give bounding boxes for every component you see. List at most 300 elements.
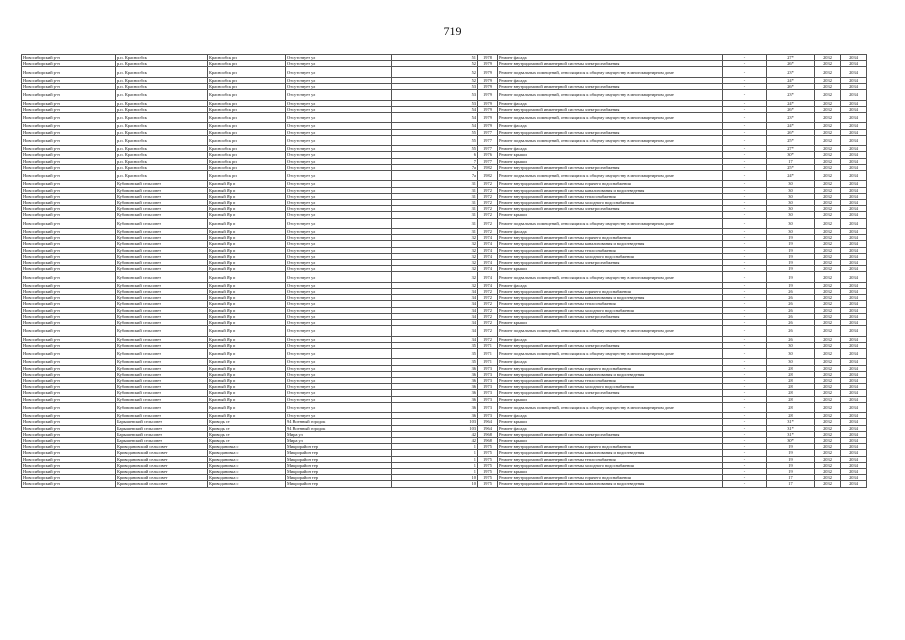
cell-work-type: Ремонт крыши bbox=[498, 419, 723, 425]
cell-dash-column: - bbox=[723, 378, 767, 384]
cell-year-built: 1972 bbox=[478, 229, 498, 235]
cell-district: Новосибирский р-н bbox=[22, 413, 116, 419]
cell-year-from: 2032 bbox=[815, 171, 841, 181]
cell-dash-column: - bbox=[723, 475, 767, 481]
cell-settlement: Кубовинский сельсовет bbox=[116, 187, 208, 193]
cell-work-type: Ремонт подвальных помещений, относящихся к общему имуществу в многоквартирном доме bbox=[498, 171, 723, 181]
cell-locality: Красный Яр п bbox=[208, 272, 286, 282]
cell-work-type: Ремонт крыши bbox=[498, 438, 723, 444]
cell-value: 26* bbox=[767, 129, 815, 135]
cell-dash-column: - bbox=[723, 193, 767, 199]
cell-work-type: Ремонт внутридомовой инженерной системы электроснабжения bbox=[498, 129, 723, 135]
cell-dash-column: - bbox=[723, 301, 767, 307]
cell-street: Отсутствует ул bbox=[286, 365, 392, 371]
cell-year-to: 2034 bbox=[841, 450, 867, 456]
cell-work-type: Ремонт подвальных помещений, относящихся к общему имуществу в многоквартирном доме bbox=[498, 135, 723, 145]
cell-locality: Красный Яр п bbox=[208, 342, 286, 348]
cell-year-built: 1971 bbox=[478, 342, 498, 348]
cell-year-to: 2034 bbox=[841, 241, 867, 247]
cell-year-from: 2032 bbox=[815, 438, 841, 444]
cell-street: Отсутствует ул bbox=[286, 55, 392, 61]
cell-settlement: Кубовинский сельсовет bbox=[116, 349, 208, 359]
cell-dash-column: - bbox=[723, 235, 767, 241]
cell-year-to: 2034 bbox=[841, 181, 867, 187]
cell-dash-column: - bbox=[723, 289, 767, 295]
cell-year-to: 2034 bbox=[841, 378, 867, 384]
cell-value: 24* bbox=[767, 123, 815, 129]
cell-year-to: 2034 bbox=[841, 253, 867, 259]
table-row bbox=[22, 67, 867, 77]
cell-settlement: Кубовинский сельсовет bbox=[116, 326, 208, 336]
cell-district: Новосибирский р-н bbox=[22, 469, 116, 475]
cell-year-from: 2032 bbox=[815, 135, 841, 145]
cell-street: Отсутствует ул bbox=[286, 100, 392, 106]
cell-value: 30 bbox=[767, 218, 815, 228]
cell-house-number: 32 bbox=[392, 253, 478, 259]
cell-work-type: Ремонт внутридомовой инженерной системы канализования и водоотведения bbox=[498, 187, 723, 193]
cell-value: 23* bbox=[767, 67, 815, 77]
cell-district: Новосибирский р-н bbox=[22, 181, 116, 187]
cell-dash-column: - bbox=[723, 444, 767, 450]
cell-district: Новосибирский р-н bbox=[22, 100, 116, 106]
cell-district: Новосибирский р-н bbox=[22, 307, 116, 313]
cell-locality: Красный Яр п bbox=[208, 193, 286, 199]
cell-district: Новосибирский р-н bbox=[22, 425, 116, 431]
cell-settlement: р.п. Краснообск bbox=[116, 171, 208, 181]
cell-dash-column: - bbox=[723, 481, 767, 487]
cell-dash-column: - bbox=[723, 266, 767, 272]
cell-year-from: 2032 bbox=[815, 390, 841, 396]
cell-year-built: 1973 bbox=[478, 365, 498, 371]
cell-district: Новосибирский р-н bbox=[22, 365, 116, 371]
cell-year-built: 1974 bbox=[478, 272, 498, 282]
cell-year-built: 1982 bbox=[478, 164, 498, 170]
cell-dash-column: - bbox=[723, 129, 767, 135]
cell-year-built: 1971 bbox=[478, 359, 498, 365]
cell-locality: Краснообск рп bbox=[208, 77, 286, 83]
cell-street: Отсутствует ул bbox=[286, 187, 392, 193]
cell-street: Отсутствует ул bbox=[286, 158, 392, 164]
table-row bbox=[22, 90, 867, 100]
cell-locality: Красный Яр п bbox=[208, 371, 286, 377]
cell-settlement: Кубовинский сельсовет bbox=[116, 253, 208, 259]
cell-street: Отсутствует ул bbox=[286, 77, 392, 83]
cell-year-to: 2034 bbox=[841, 444, 867, 450]
cell-work-type: Ремонт внутридомовой инженерной системы канализования и водоотведения bbox=[498, 450, 723, 456]
cell-value: 19 bbox=[767, 266, 815, 272]
cell-district: Новосибирский р-н bbox=[22, 152, 116, 158]
cell-district: Новосибирский р-н bbox=[22, 247, 116, 253]
cell-locality: Красный Яр п bbox=[208, 260, 286, 266]
cell-district: Новосибирский р-н bbox=[22, 171, 116, 181]
cell-year-from: 2032 bbox=[815, 61, 841, 67]
cell-year-built: 1968 bbox=[478, 438, 498, 444]
cell-year-to: 2034 bbox=[841, 469, 867, 475]
cell-locality: Краснообск рп bbox=[208, 171, 286, 181]
cell-year-built: 1975 bbox=[478, 444, 498, 450]
cell-work-type: Ремонт крыши bbox=[498, 152, 723, 158]
cell-year-from: 2032 bbox=[815, 378, 841, 384]
cell-work-type: Ремонт внутридомовой инженерной системы электроснабжения bbox=[498, 61, 723, 67]
table-row bbox=[22, 272, 867, 282]
cell-year-to: 2034 bbox=[841, 438, 867, 444]
cell-value: 30 bbox=[767, 200, 815, 206]
cell-locality: Красный Яр п bbox=[208, 218, 286, 228]
cell-district: Новосибирский р-н bbox=[22, 359, 116, 365]
cell-work-type: Ремонт крыши bbox=[498, 320, 723, 326]
cell-house-number: 7 bbox=[392, 158, 478, 164]
cell-settlement: Кубовинский сельсовет bbox=[116, 193, 208, 199]
cell-year-to: 2034 bbox=[841, 218, 867, 228]
cell-settlement: Кубовинский сельсовет bbox=[116, 390, 208, 396]
cell-district: Новосибирский р-н bbox=[22, 272, 116, 282]
cell-district: Новосибирский р-н bbox=[22, 326, 116, 336]
cell-value: 26* bbox=[767, 61, 815, 67]
cell-locality: Красный Яр п bbox=[208, 200, 286, 206]
cell-year-built: 1977 bbox=[478, 158, 498, 164]
cell-value: 25* bbox=[767, 164, 815, 170]
cell-value: 28 bbox=[767, 371, 815, 377]
cell-settlement: р.п. Краснообск bbox=[116, 90, 208, 100]
cell-work-type: Ремонт внутридомовой инженерной системы электроснабжения bbox=[498, 206, 723, 212]
cell-house-number: 32 bbox=[392, 235, 478, 241]
cell-district: Новосибирский р-н bbox=[22, 135, 116, 145]
cell-work-type: Ремонт внутридомовой инженерной системы теплоснабжения bbox=[498, 456, 723, 462]
cell-year-built: 1979 bbox=[478, 77, 498, 83]
cell-dash-column: - bbox=[723, 181, 767, 187]
cell-street: 94 Военный городок bbox=[286, 419, 392, 425]
cell-house-number: 103 bbox=[392, 419, 478, 425]
cell-dash-column: - bbox=[723, 307, 767, 313]
cell-house-number: 7а bbox=[392, 164, 478, 170]
cell-work-type: Ремонт внутридомовой инженерной системы теплоснабжения bbox=[498, 193, 723, 199]
cell-work-type: Ремонт внутридомовой инженерной системы горячего водоснабжения bbox=[498, 365, 723, 371]
cell-house-number: 31 bbox=[392, 229, 478, 235]
page-number: 719 bbox=[443, 24, 462, 38]
cell-street: Мира ул bbox=[286, 438, 392, 444]
cell-value: 30* bbox=[767, 438, 815, 444]
cell-house-number: 54 bbox=[392, 123, 478, 129]
cell-dash-column: - bbox=[723, 158, 767, 164]
cell-dash-column: - bbox=[723, 313, 767, 319]
cell-value: 26* bbox=[767, 106, 815, 112]
cell-house-number: 42 bbox=[392, 431, 478, 437]
cell-district: Новосибирский р-н bbox=[22, 158, 116, 164]
cell-year-from: 2032 bbox=[815, 450, 841, 456]
cell-dash-column: - bbox=[723, 200, 767, 206]
cell-year-built: 1973 bbox=[478, 413, 498, 419]
cell-year-built: 1972 bbox=[478, 307, 498, 313]
cell-year-to: 2034 bbox=[841, 462, 867, 468]
cell-locality: Краснообск рп bbox=[208, 158, 286, 164]
cell-work-type: Ремонт внутридомовой инженерной системы холодного водоснабжения bbox=[498, 200, 723, 206]
cell-street: Отсутствует ул bbox=[286, 266, 392, 272]
cell-year-from: 2032 bbox=[815, 77, 841, 83]
cell-district: Новосибирский р-н bbox=[22, 456, 116, 462]
cell-year-to: 2034 bbox=[841, 55, 867, 61]
cell-value: 19 bbox=[767, 444, 815, 450]
cell-dash-column: - bbox=[723, 349, 767, 359]
cell-street: Отсутствует ул bbox=[286, 212, 392, 218]
cell-settlement: Кубовинский сельсовет bbox=[116, 378, 208, 384]
cell-year-to: 2034 bbox=[841, 456, 867, 462]
cell-year-built: 1964 bbox=[478, 419, 498, 425]
cell-year-built: 1972 bbox=[478, 206, 498, 212]
cell-district: Новосибирский р-н bbox=[22, 129, 116, 135]
cell-year-from: 2032 bbox=[815, 462, 841, 468]
cell-house-number: 55 bbox=[392, 129, 478, 135]
cell-street: Отсутствует ул bbox=[286, 164, 392, 170]
cell-street: Отсутствует ул bbox=[286, 413, 392, 419]
cell-year-to: 2034 bbox=[841, 282, 867, 288]
cell-value: 26 bbox=[767, 313, 815, 319]
cell-dash-column: - bbox=[723, 413, 767, 419]
cell-work-type: Ремонт внутридомовой инженерной системы теплоснабжения bbox=[498, 378, 723, 384]
cell-dash-column: - bbox=[723, 152, 767, 158]
cell-dash-column: - bbox=[723, 438, 767, 444]
cell-settlement: Кубовинский сельсовет bbox=[116, 247, 208, 253]
cell-settlement: Криводановский сельсовет bbox=[116, 481, 208, 487]
cell-house-number: 10 bbox=[392, 475, 478, 481]
cell-work-type: Ремонт внутридомовой инженерной системы электроснабжения bbox=[498, 313, 723, 319]
cell-work-type: Ремонт внутридомовой инженерной системы канализования и водоотведения bbox=[498, 295, 723, 301]
cell-settlement: р.п. Краснообск bbox=[116, 61, 208, 67]
cell-dash-column: - bbox=[723, 365, 767, 371]
cell-locality: Красный Яр п bbox=[208, 307, 286, 313]
cell-dash-column: - bbox=[723, 295, 767, 301]
cell-year-built: 1978 bbox=[478, 55, 498, 61]
cell-year-from: 2032 bbox=[815, 90, 841, 100]
cell-locality: Красный Яр п bbox=[208, 212, 286, 218]
table-row bbox=[22, 326, 867, 336]
cell-year-to: 2034 bbox=[841, 419, 867, 425]
cell-settlement: р.п. Краснообск bbox=[116, 106, 208, 112]
cell-year-from: 2032 bbox=[815, 359, 841, 365]
cell-district: Новосибирский р-н bbox=[22, 289, 116, 295]
cell-year-from: 2032 bbox=[815, 413, 841, 419]
cell-district: Новосибирский р-н bbox=[22, 229, 116, 235]
cell-work-type: Ремонт крыши bbox=[498, 212, 723, 218]
cell-year-from: 2032 bbox=[815, 481, 841, 487]
cell-house-number: 32 bbox=[392, 241, 478, 247]
cell-settlement: р.п. Краснообск bbox=[116, 100, 208, 106]
cell-value: 19 bbox=[767, 469, 815, 475]
repair-schedule-table bbox=[21, 54, 867, 488]
cell-settlement: р.п. Краснообск bbox=[116, 67, 208, 77]
cell-district: Новосибирский р-н bbox=[22, 77, 116, 83]
cell-year-to: 2034 bbox=[841, 164, 867, 170]
cell-settlement: Кубовинский сельсовет bbox=[116, 206, 208, 212]
cell-locality: Криводановка с bbox=[208, 456, 286, 462]
cell-street: Отсутствует ул bbox=[286, 135, 392, 145]
cell-street: Микрорайон тер bbox=[286, 462, 392, 468]
cell-house-number: 42 bbox=[392, 438, 478, 444]
cell-locality: Криводь ст bbox=[208, 431, 286, 437]
cell-district: Новосибирский р-н bbox=[22, 402, 116, 412]
cell-locality: Красный Яр п bbox=[208, 241, 286, 247]
cell-street: Отсутствует ул bbox=[286, 171, 392, 181]
cell-work-type: Ремонт фасада bbox=[498, 282, 723, 288]
cell-year-built: 1975 bbox=[478, 475, 498, 481]
cell-dash-column: - bbox=[723, 212, 767, 218]
cell-year-built: 1973 bbox=[478, 390, 498, 396]
cell-district: Новосибирский р-н bbox=[22, 146, 116, 152]
cell-year-to: 2034 bbox=[841, 77, 867, 83]
cell-district: Новосибирский р-н bbox=[22, 390, 116, 396]
cell-year-built: 1982 bbox=[478, 171, 498, 181]
cell-year-built: 1975 bbox=[478, 456, 498, 462]
cell-locality: Криводановка с bbox=[208, 462, 286, 468]
cell-value: 26 bbox=[767, 326, 815, 336]
cell-year-built: 1972 bbox=[478, 187, 498, 193]
cell-dash-column: - bbox=[723, 247, 767, 253]
cell-locality: Краснообск рп bbox=[208, 113, 286, 123]
cell-house-number: 36 bbox=[392, 396, 478, 402]
cell-dash-column: - bbox=[723, 425, 767, 431]
cell-house-number: 32 bbox=[392, 247, 478, 253]
cell-year-from: 2032 bbox=[815, 295, 841, 301]
cell-locality: Красный Яр п bbox=[208, 359, 286, 365]
cell-district: Новосибирский р-н bbox=[22, 266, 116, 272]
cell-year-to: 2034 bbox=[841, 396, 867, 402]
cell-year-built: 1972 bbox=[478, 326, 498, 336]
cell-year-from: 2032 bbox=[815, 241, 841, 247]
cell-street: Отсутствует ул bbox=[286, 206, 392, 212]
cell-year-built: 1979 bbox=[478, 61, 498, 67]
cell-year-from: 2032 bbox=[815, 396, 841, 402]
cell-work-type: Ремонт подвальных помещений, относящихся к общему имуществу в многоквартирном доме bbox=[498, 326, 723, 336]
cell-work-type: Ремонт подвальных помещений, относящихся к общему имуществу в многоквартирном доме bbox=[498, 218, 723, 228]
cell-year-built: 1977 bbox=[478, 135, 498, 145]
cell-district: Новосибирский р-н bbox=[22, 241, 116, 247]
cell-year-built: 1972 bbox=[478, 212, 498, 218]
cell-settlement: Кубовинский сельсовет bbox=[116, 289, 208, 295]
cell-dash-column: - bbox=[723, 135, 767, 145]
cell-dash-column: - bbox=[723, 326, 767, 336]
cell-year-to: 2034 bbox=[841, 235, 867, 241]
cell-work-type: Ремонт подвальных помещений, относящихся к общему имуществу в многоквартирном доме bbox=[498, 272, 723, 282]
cell-dash-column: - bbox=[723, 229, 767, 235]
cell-district: Новосибирский р-н bbox=[22, 61, 116, 67]
cell-dash-column: - bbox=[723, 402, 767, 412]
cell-year-to: 2034 bbox=[841, 371, 867, 377]
cell-settlement: Барышевский сельсовет bbox=[116, 419, 208, 425]
table-row bbox=[22, 218, 867, 228]
cell-house-number: 1 bbox=[392, 450, 478, 456]
cell-house-number: 31 bbox=[392, 193, 478, 199]
cell-settlement: Кубовинский сельсовет bbox=[116, 212, 208, 218]
cell-work-type: Ремонт внутридомовой инженерной системы канализования и водоотведения bbox=[498, 371, 723, 377]
cell-settlement: Кубовинский сельсовет bbox=[116, 313, 208, 319]
cell-locality: Краснообск рп bbox=[208, 146, 286, 152]
cell-house-number: 53 bbox=[392, 90, 478, 100]
cell-district: Новосибирский р-н bbox=[22, 206, 116, 212]
cell-year-built: 1975 bbox=[478, 462, 498, 468]
cell-value: 26 bbox=[767, 295, 815, 301]
cell-work-type: Ремонт фасада bbox=[498, 146, 723, 152]
cell-value: 19 bbox=[767, 282, 815, 288]
cell-street: Отсутствует ул bbox=[286, 336, 392, 342]
cell-year-to: 2034 bbox=[841, 113, 867, 123]
cell-settlement: Кубовинский сельсовет bbox=[116, 342, 208, 348]
cell-year-to: 2034 bbox=[841, 266, 867, 272]
cell-house-number: 34 bbox=[392, 313, 478, 319]
cell-year-from: 2032 bbox=[815, 384, 841, 390]
cell-house-number: 35 bbox=[392, 349, 478, 359]
cell-street: Отсутствует ул bbox=[286, 84, 392, 90]
cell-locality: Криводановка с bbox=[208, 450, 286, 456]
cell-district: Новосибирский р-н bbox=[22, 123, 116, 129]
cell-year-to: 2034 bbox=[841, 212, 867, 218]
cell-locality: Красный Яр п bbox=[208, 326, 286, 336]
cell-dash-column: - bbox=[723, 336, 767, 342]
cell-work-type: Ремонт внутридомовой инженерной системы горячего водоснабжения bbox=[498, 289, 723, 295]
cell-year-from: 2032 bbox=[815, 336, 841, 342]
cell-year-built: 1972 bbox=[478, 200, 498, 206]
cell-settlement: Кубовинский сельсовет bbox=[116, 266, 208, 272]
cell-settlement: р.п. Краснообск bbox=[116, 84, 208, 90]
cell-work-type: Ремонт фасада bbox=[498, 123, 723, 129]
cell-year-built: 1972 bbox=[478, 181, 498, 187]
cell-house-number: 1 bbox=[392, 444, 478, 450]
cell-value: 30 bbox=[767, 342, 815, 348]
cell-value: 19 bbox=[767, 456, 815, 462]
cell-house-number: 1 bbox=[392, 469, 478, 475]
cell-house-number: 32 bbox=[392, 272, 478, 282]
cell-year-to: 2034 bbox=[841, 402, 867, 412]
cell-street: Отсутствует ул bbox=[286, 378, 392, 384]
cell-house-number: 34 bbox=[392, 326, 478, 336]
cell-value: 19 bbox=[767, 235, 815, 241]
cell-street: Отсутствует ул bbox=[286, 218, 392, 228]
cell-street: Микрорайон тер bbox=[286, 456, 392, 462]
cell-year-to: 2034 bbox=[841, 260, 867, 266]
cell-dash-column: - bbox=[723, 384, 767, 390]
cell-year-from: 2032 bbox=[815, 67, 841, 77]
cell-year-to: 2034 bbox=[841, 67, 867, 77]
cell-house-number: 31 bbox=[392, 200, 478, 206]
cell-district: Новосибирский р-н bbox=[22, 342, 116, 348]
cell-year-from: 2032 bbox=[815, 282, 841, 288]
cell-work-type: Ремонт внутридомовой инженерной системы электроснабжения bbox=[498, 106, 723, 112]
cell-street: Отсутствует ул bbox=[286, 123, 392, 129]
cell-locality: Краснообск рп bbox=[208, 90, 286, 100]
cell-settlement: Криводановский сельсовет bbox=[116, 462, 208, 468]
cell-work-type: Ремонт внутридомовой инженерной системы холодного водоснабжения bbox=[498, 384, 723, 390]
cell-district: Новосибирский р-н bbox=[22, 320, 116, 326]
cell-value: 19 bbox=[767, 462, 815, 468]
cell-work-type: Ремонт подвальных помещений, относящихся к общему имуществу в многоквартирном доме bbox=[498, 349, 723, 359]
cell-value: 30 bbox=[767, 181, 815, 187]
cell-value: 26 bbox=[767, 301, 815, 307]
cell-district: Новосибирский р-н bbox=[22, 419, 116, 425]
cell-settlement: Криводановский сельсовет bbox=[116, 469, 208, 475]
cell-value: 17 bbox=[767, 475, 815, 481]
cell-year-from: 2032 bbox=[815, 313, 841, 319]
cell-district: Новосибирский р-н bbox=[22, 450, 116, 456]
cell-year-to: 2034 bbox=[841, 307, 867, 313]
cell-year-from: 2032 bbox=[815, 55, 841, 61]
cell-house-number: 34 bbox=[392, 301, 478, 307]
cell-locality: Криводановка с bbox=[208, 469, 286, 475]
cell-district: Новосибирский р-н bbox=[22, 212, 116, 218]
cell-house-number: 53 bbox=[392, 100, 478, 106]
cell-settlement: р.п. Краснообск bbox=[116, 164, 208, 170]
cell-work-type: Ремонт фасада bbox=[498, 359, 723, 365]
cell-value: 28 bbox=[767, 365, 815, 371]
cell-house-number: 54 bbox=[392, 106, 478, 112]
cell-settlement: Кубовинский сельсовет bbox=[116, 396, 208, 402]
